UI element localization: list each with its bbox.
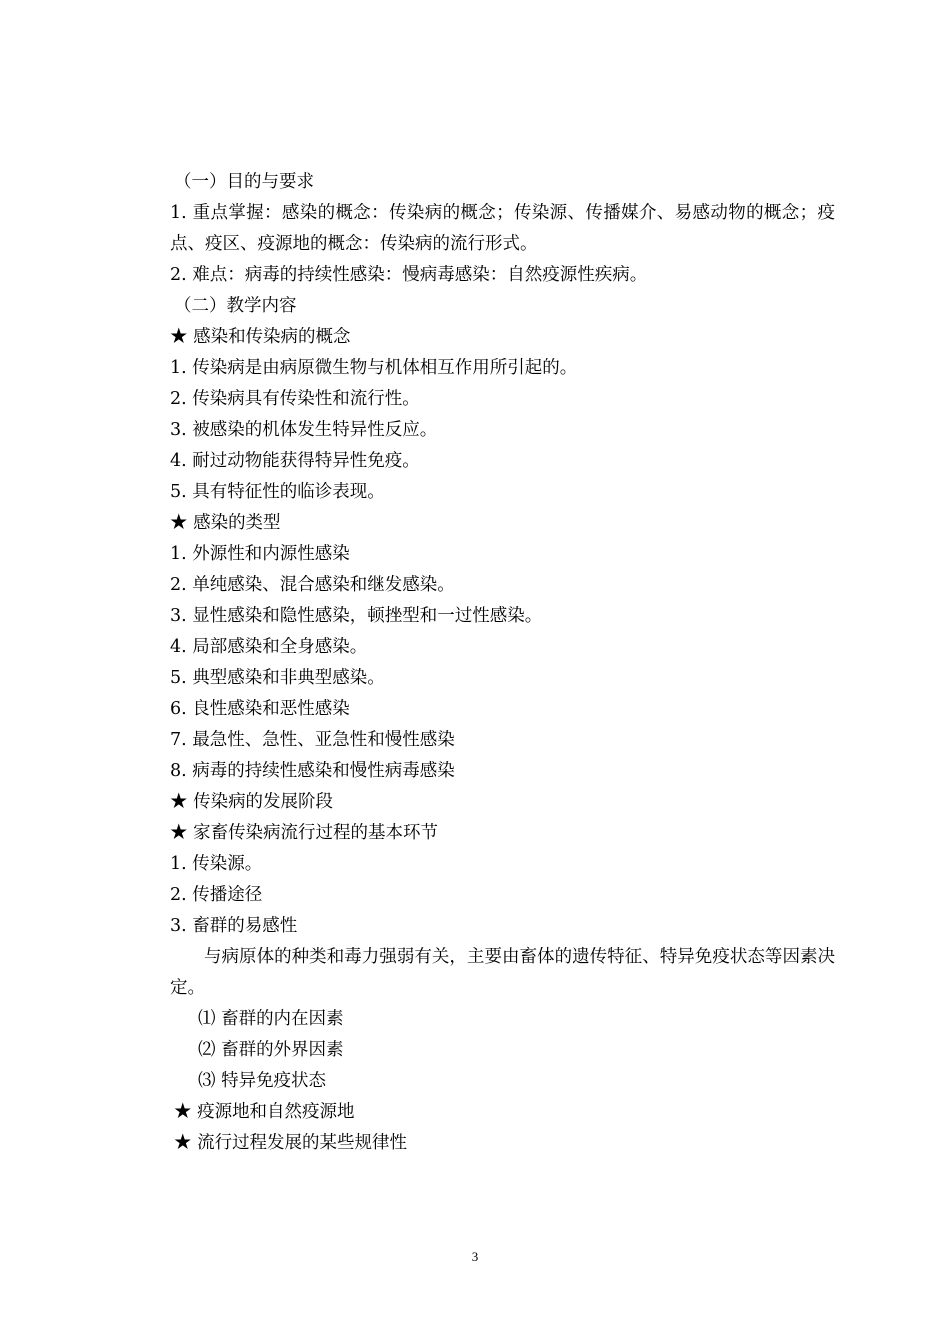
star-heading-infection-concept: ★ 感染和传染病的概念 xyxy=(170,327,351,347)
section-heading-content: （二）教学内容 xyxy=(174,296,297,316)
list-item: 7. 最急性、急性、亚急性和慢性感染 xyxy=(170,730,455,750)
page-content xyxy=(170,167,835,1159)
star-heading-infection-types: ★ 感染的类型 xyxy=(170,513,281,533)
sub-list-item: ⑵ 畜群的外界因素 xyxy=(198,1040,344,1060)
list-item: 8. 病毒的持续性感染和慢性病毒感染 xyxy=(170,761,455,781)
sub-list-item: ⑶ 特异免疫状态 xyxy=(198,1071,327,1091)
list-item: 1. 传染病是由病原微生物与机体相互作用所引起的。 xyxy=(170,358,578,378)
list-item: 4. 耐过动物能获得特异性免疫。 xyxy=(170,451,420,471)
list-item: 1. 传染源。 xyxy=(170,854,263,874)
list-item: 3. 被感染的机体发生特异性反应。 xyxy=(170,420,438,440)
sub-list-item: ⑴ 畜群的内在因素 xyxy=(198,1009,344,1029)
list-item: 2. 单纯感染、混合感染和继发感染。 xyxy=(170,575,455,595)
star-heading-epidemic-regularity: ★ 流行过程发展的某些规律性 xyxy=(174,1133,408,1153)
paragraph-key-points: 1. 重点掌握：感染的概念：传染病的概念；传染源、传播媒介、易感动物的概念；疫点、疫区、疫源地的概念：传染病的流行形式。 xyxy=(170,203,835,254)
star-heading-basic-links: ★ 家畜传染病流行过程的基本环节 xyxy=(170,823,439,843)
list-item: 3. 显性感染和隐性感染，顿挫型和一过性感染。 xyxy=(170,606,543,626)
paragraph-difficulties: 2. 难点：病毒的持续性感染：慢病毒感染：自然疫源性疾病。 xyxy=(170,265,648,285)
list-item: 5. 典型感染和非典型感染。 xyxy=(170,668,385,688)
list-item: 2. 传染病具有传染性和流行性。 xyxy=(170,389,420,409)
list-item: 1. 外源性和内源性感染 xyxy=(170,544,350,564)
list-item: 5. 具有特征性的临诊表现。 xyxy=(170,482,385,502)
list-item: 3. 畜群的易感性 xyxy=(170,916,298,936)
list-item: 6. 良性感染和恶性感染 xyxy=(170,699,350,719)
star-heading-development-stages: ★ 传染病的发展阶段 xyxy=(170,792,334,812)
section-heading-goals: （一）目的与要求 xyxy=(174,172,314,192)
page-number: 3 xyxy=(471,1249,479,1264)
list-item: 4. 局部感染和全身感染。 xyxy=(170,637,368,657)
star-heading-epidemic-focus: ★ 疫源地和自然疫源地 xyxy=(174,1102,355,1122)
paragraph-susceptibility: 与病原体的种类和毒力强弱有关，主要由畜体的遗传特征、特异免疫状态等因素决定。 xyxy=(170,947,835,998)
list-item: 2. 传播途径 xyxy=(170,885,263,905)
